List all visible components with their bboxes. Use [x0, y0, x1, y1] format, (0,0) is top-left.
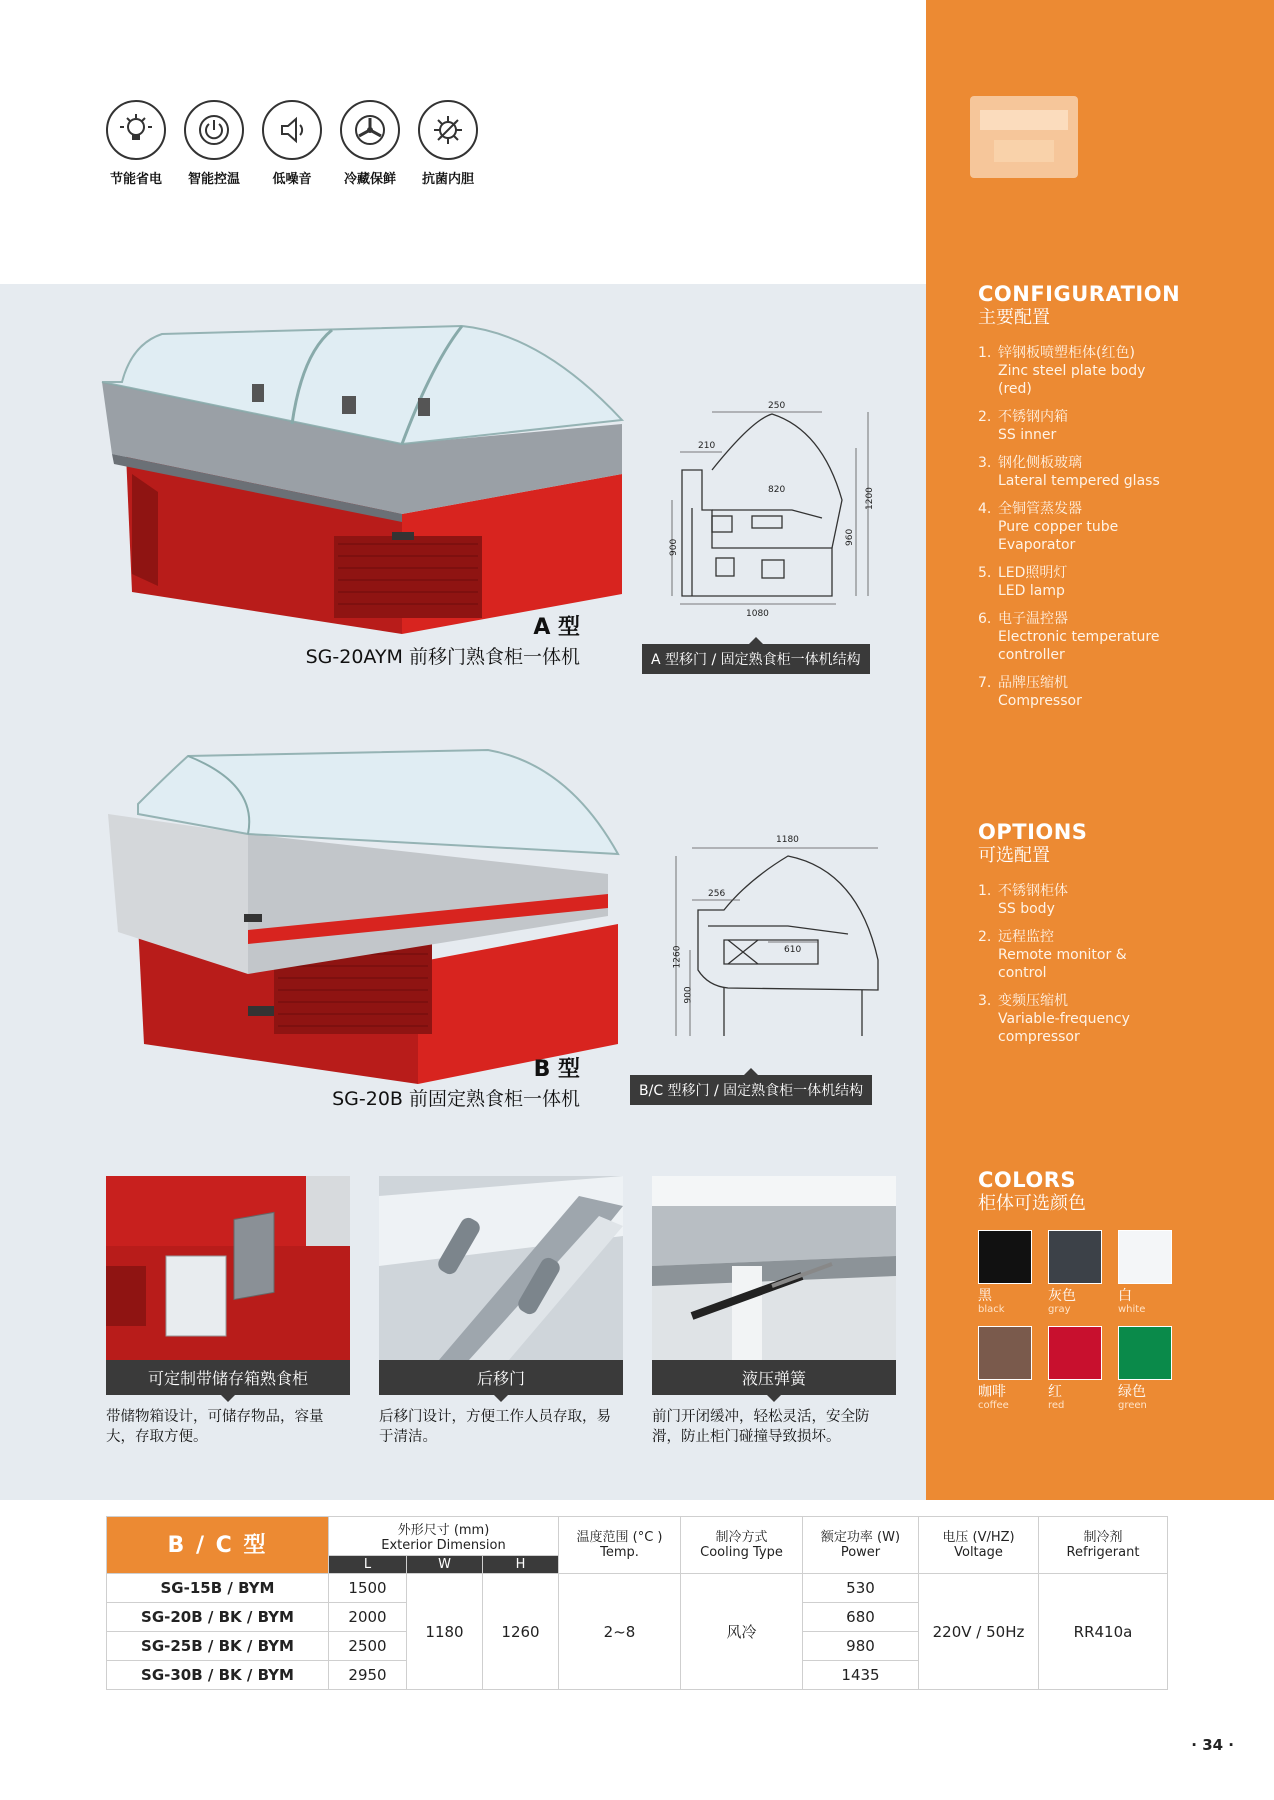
list-item [978, 928, 1178, 982]
detail-caption: 液压弹簧 [652, 1360, 896, 1395]
storage-cabinet-photo [106, 1176, 350, 1360]
speaker-low-noise-icon [262, 100, 322, 160]
color-option-white [1118, 1230, 1172, 1316]
temp-cell: 2~8 [559, 1574, 681, 1690]
product-b-name: SG-20B 前固定熟食柜一体机 [332, 1088, 580, 1110]
table-header-row [107, 1517, 1168, 1556]
feature-low-noise [260, 100, 324, 187]
item-number: 7. [978, 675, 992, 691]
color-label: 白 white [1118, 1288, 1146, 1315]
dim-label: 256 [708, 889, 726, 899]
list-item [978, 344, 1180, 398]
width-subheader: W [407, 1556, 483, 1574]
voltage-cell: 220V / 50Hz [919, 1574, 1039, 1690]
color-swatch [1118, 1326, 1172, 1380]
detail-hydraulic-spring [652, 1176, 896, 1447]
feature-antibacterial [416, 100, 480, 187]
configuration-title: CONFIGURATION [978, 282, 1181, 306]
color-option-green [1118, 1326, 1172, 1412]
colors-section [978, 1168, 1172, 1412]
color-swatch [978, 1326, 1032, 1380]
product-b-diagram-label: B/C 型移门 / 固定熟食柜一体机结构 [630, 1075, 872, 1105]
rear-sliding-door-photo [379, 1176, 623, 1360]
power-cell: 980 [803, 1632, 919, 1661]
page-number: · 34 · [1191, 1736, 1234, 1754]
item-en: LED lamp [998, 583, 1065, 599]
options-list [978, 882, 1178, 1046]
detail-caption: 后移门 [379, 1360, 623, 1395]
product-b-photo [108, 744, 628, 1088]
model-cell: SG-15B / BYM [107, 1574, 329, 1603]
list-item [978, 500, 1180, 554]
model-cell: SG-20B / BK / BYM [107, 1603, 329, 1632]
dim-label: 900 [683, 986, 694, 1004]
feature-icons-row [104, 100, 480, 187]
dim-label: 900 [669, 538, 679, 556]
power-column-header: 额定功率 (W) Power [803, 1517, 919, 1574]
dim-label: 1180 [776, 835, 799, 845]
color-swatch [1048, 1326, 1102, 1380]
product-a-name: SG-20AYM 前移门熟食柜一体机 [305, 646, 580, 668]
color-option-red [1048, 1326, 1102, 1412]
list-item [978, 610, 1180, 664]
item-en: Compressor [998, 693, 1082, 709]
product-a-diagram-label: A 型移门 / 固定熟食柜一体机结构 [642, 644, 870, 674]
dim-label: 1260 [672, 945, 683, 969]
list-item [978, 564, 1180, 600]
product-b-structure-diagram [668, 830, 896, 1054]
colors-title: COLORS [978, 1168, 1077, 1192]
colors-subtitle: 柜体可选颜色 [978, 1193, 1086, 1214]
voltage-column-header: 电压 (V/HZ) Voltage [919, 1517, 1039, 1574]
length-cell: 2000 [329, 1603, 407, 1632]
feature-label: 低噪音 [272, 172, 312, 187]
dimension-column-header: 外形尺寸 (mm) Exterior Dimension [329, 1517, 559, 1556]
color-option-black [978, 1230, 1032, 1316]
refrigerant-column-header: 制冷剂 Refrigerant [1039, 1517, 1168, 1574]
product-a-type: A 型 [533, 615, 580, 640]
product-a-photo [102, 324, 632, 640]
list-item [978, 674, 1180, 710]
color-swatch [1118, 1230, 1172, 1284]
energy-saving-bulb-icon [106, 100, 166, 160]
item-en: Zinc steel plate body (red) [998, 363, 1146, 397]
color-swatch [978, 1230, 1032, 1284]
color-label: 黑 black [978, 1288, 1005, 1315]
color-option-gray [1048, 1230, 1102, 1316]
item-en: Electronic temperature controller [998, 629, 1160, 663]
item-zh: 全铜管蒸发器 [998, 501, 1082, 517]
dim-label: 610 [784, 945, 802, 955]
product-b-type: B 型 [533, 1057, 580, 1082]
dim-label: 820 [768, 485, 786, 495]
configuration-subtitle: 主要配置 [978, 307, 1050, 328]
power-cell: 680 [803, 1603, 919, 1632]
list-item [978, 454, 1180, 490]
power-cell: 530 [803, 1574, 919, 1603]
cooling-column-header: 制冷方式 Cooling Type [681, 1517, 803, 1574]
width-cell: 1180 [407, 1574, 483, 1690]
feature-cold-storage [338, 100, 402, 187]
item-en: SS inner [998, 427, 1057, 443]
configuration-list [978, 344, 1180, 710]
color-swatch-grid [978, 1230, 1172, 1412]
model-column-header: B / C 型 [107, 1517, 329, 1574]
configuration-section [978, 282, 1180, 720]
spec-table [106, 1516, 1168, 1690]
product-a-structure-diagram [669, 400, 886, 624]
color-option-coffee [978, 1326, 1032, 1412]
item-number: 3. [978, 455, 992, 471]
item-zh: 品牌压缩机 [998, 675, 1068, 691]
item-en: Remote monitor & control [998, 947, 1127, 981]
feature-label: 智能控温 [187, 172, 240, 187]
item-zh: 变频压缩机 [998, 993, 1068, 1009]
length-subheader: L [329, 1556, 407, 1574]
item-zh: 电子温控器 [998, 611, 1068, 627]
item-number: 5. [978, 565, 992, 581]
power-icon [184, 100, 244, 160]
color-label: 灰色 gray [1048, 1288, 1076, 1315]
item-number: 2. [978, 929, 992, 945]
item-zh: 不锈钢柜体 [998, 883, 1068, 899]
sidebar [926, 0, 1274, 1500]
options-title: OPTIONS [978, 820, 1088, 844]
fan-cooling-icon [340, 100, 400, 160]
item-number: 4. [978, 501, 992, 517]
item-en: Pure copper tube Evaporator [998, 519, 1119, 553]
item-number: 3. [978, 993, 992, 1009]
dim-label: 1200 [865, 487, 875, 510]
length-cell: 2950 [329, 1661, 407, 1690]
options-section [978, 820, 1178, 1056]
detail-caption: 可定制带储存箱熟食柜 [106, 1360, 350, 1395]
antibacterial-icon [418, 100, 478, 160]
color-label: 绿色 green [1118, 1384, 1147, 1411]
length-cell: 2500 [329, 1632, 407, 1661]
dim-label: 210 [698, 441, 716, 451]
item-number: 6. [978, 611, 992, 627]
item-zh: 不锈钢内箱 [998, 409, 1068, 425]
options-subtitle: 可选配置 [978, 845, 1050, 866]
brand-logo-blurred [970, 96, 1078, 178]
color-swatch [1048, 1230, 1102, 1284]
list-item [978, 408, 1180, 444]
item-en: SS body [998, 901, 1055, 917]
item-en: Variable-frequency compressor [998, 1011, 1130, 1045]
item-zh: 锌钢板喷塑柜体(红色) [998, 345, 1135, 361]
item-number: 1. [978, 883, 992, 899]
height-cell: 1260 [483, 1574, 559, 1690]
feature-energy-saving [104, 100, 168, 187]
model-cell: SG-25B / BK / BYM [107, 1632, 329, 1661]
detail-storage-cabinet [106, 1176, 350, 1447]
detail-description: 后移门设计，方便工作人员存取，易于清洁。 [379, 1409, 611, 1445]
color-label: 咖啡 coffee [978, 1384, 1009, 1411]
feature-label: 抗菌内胆 [421, 172, 474, 187]
list-item [978, 992, 1178, 1046]
color-label: 红 red [1048, 1384, 1065, 1411]
feature-smart-temp [182, 100, 246, 187]
refrigerant-cell: RR410a [1039, 1574, 1168, 1690]
item-number: 1. [978, 345, 992, 361]
cooling-cell: 风冷 [681, 1574, 803, 1690]
detail-description: 前门开闭缓冲，轻松灵活，安全防滑，防止柜门碰撞导致损坏。 [652, 1409, 870, 1445]
feature-label: 冷藏保鲜 [343, 172, 396, 187]
item-number: 2. [978, 409, 992, 425]
dim-label: 1080 [746, 609, 769, 619]
dim-label: 250 [768, 401, 786, 411]
table-row [107, 1574, 1168, 1603]
power-cell: 1435 [803, 1661, 919, 1690]
feature-label: 节能省电 [109, 172, 162, 187]
item-en: Lateral tempered glass [998, 473, 1160, 489]
height-subheader: H [483, 1556, 559, 1574]
item-zh: 远程监控 [998, 929, 1054, 945]
item-zh: 钢化侧板玻璃 [998, 455, 1082, 471]
detail-rear-sliding-door [379, 1176, 623, 1447]
detail-description: 带储物箱设计，可储存物品，容量大，存取方便。 [106, 1409, 324, 1445]
temp-column-header: 温度范围 (°C ) Temp. [559, 1517, 681, 1574]
dim-label: 960 [845, 528, 855, 546]
model-cell: SG-30B / BK / BYM [107, 1661, 329, 1690]
item-zh: LED照明灯 [998, 565, 1068, 581]
hydraulic-spring-photo [652, 1176, 896, 1360]
length-cell: 1500 [329, 1574, 407, 1603]
list-item [978, 882, 1178, 918]
